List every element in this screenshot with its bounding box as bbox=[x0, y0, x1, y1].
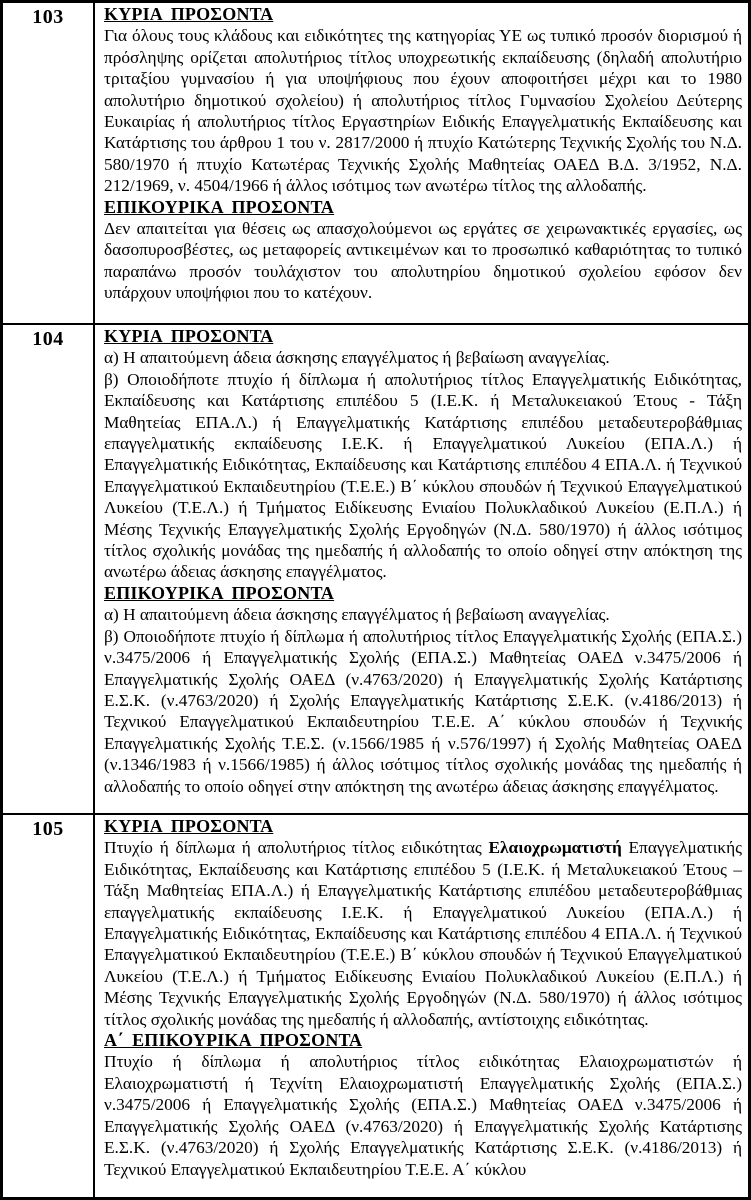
qualification-heading: ΚΥΡΙΑ ΠΡΟΣΟΝΤΑ bbox=[104, 816, 274, 836]
row-number: 103 bbox=[32, 6, 64, 28]
text-segment: Πτυχίο ή δίπλωμα ή απολυτήριος τίτλος ειδικότητας Ελαιοχρωματιστών ή Ελαιοχρωματιστή ή Τεχνίτη Ελαιοχρωματιστή Επαγγελματικής Σχολής (ΕΠΑ.Σ.) ν.3475/2006 ή Επαγγελματικής Σχολής (ΕΠΑ.Σ.) Μαθητείας ΟΑΕΔ ν.3475/2006 ή Επαγγελματικής Σχολής ΟΑΕΔ (ν.4763/2020) ή Επαγγελματικής Σχολής Κατάρτισης Ε.Σ.Κ. (ν.4763/2020) ή Σχολής Επαγγελματικής Κατάρτισης Σ.Ε.Κ. (ν.4186/2013) ή Τεχνικού Επαγγελματικού Εκπαιδευτηρίου Τ.Ε.Ε. Α΄ κύκλου bbox=[104, 1052, 742, 1179]
text-segment: β) Οποιοδήποτε πτυχίο ή δίπλωμα ή απολυτήριος τίτλος Επαγγελματικής Σχολής (ΕΠΑ.Σ.) ν.3475/2006 ή Επαγγελματικής Σχολής (ΕΠΑ.Σ.) Μαθητείας ΟΑΕΔ ν.3475/2006 ή Επαγγελματικής Σχολής ΟΑΕΔ (ν.4763/2020) ή Επαγγελματικής Σχολής Κατάρτισης Ε.Σ.Κ. (ν.4763/2020) ή Σχολής Επαγγελματικής Κατάρτισης Σ.Ε.Κ. (ν.4186/2013) ή Τεχνικού Επαγγελματικού Εκπαιδευτηρίου Τ.Ε.Ε. Α΄ κύκλου σπουδών ή Τεχνικής Επαγγελματικής Σχολής Τ.Ε.Σ. (ν.1566/1985 ή ν.576/1997) ή Σχολής Μαθητείας ΟΑΕΔ (ν.1346/1983 ή ν.1566/1985) ή άλλος ισότιμος τίτλος σχολικής μονάδας της ημεδαπής ή αλλοδαπής το οποίο οδηγεί στην απόκτηση της ανωτέρω άδειας άσκησης επαγγέλματος. bbox=[104, 626, 742, 796]
qualification-paragraph bbox=[104, 604, 742, 625]
table-row bbox=[3, 325, 748, 815]
text-segment: β) Οποιοδήποτε πτυχίο ή δίπλωμα ή απολυτήριος τίτλος Επαγγελματικής Ειδικότητας, Εκπαίδευσης και Κατάρτισης επιπέδου 5 (Ι.Ε.Κ. ή Μεταλυκειακού Έτους - Τάξη Μαθητείας ΕΠΑ.Λ.) ή Επαγγελματικής Κατάρτισης επιπέδου μεταδευτεροβάθμιας επαγγελματικής εκπαίδευσης Ι.Ε.Κ. ή Επαγγελματικού Λυκείου (ΕΠΑ.Λ.) ή Επαγγελματικής Ειδικότητας, Εκπαίδευσης και Κατάρτισης επιπέδου 4 ΕΠΑ.Λ. ή Τεχνικού Επαγγελματικού Εκπαιδευτηρίου (Τ.Ε.Ε.) Β΄ κύκλου σπουδών ή Τεχνικού Επαγγελματικού Λυκείου (Τ.Ε.Λ.) ή Τμήματος Ειδίκευσης Ενιαίου Πολυκλαδικού Λυκείου (Ε.Π.Λ.) ή Μέσης Τεχνικής Επαγγελματικής Σχολής Εργοδηγών (Ν.Δ. 580/1970) ή άλλος ισότιμος τίτλος σχολικής μονάδας της ημεδαπής ή αλλοδαπής το οποίο οδηγεί στην απόκτηση της ανωτέρω άδειας άσκησης επαγγέλματος. bbox=[104, 369, 742, 582]
qualification-paragraph bbox=[104, 218, 742, 304]
row-content-cell bbox=[95, 325, 748, 813]
row-number-cell bbox=[3, 325, 95, 813]
qualification-paragraph bbox=[104, 837, 742, 1030]
table-row bbox=[3, 815, 748, 1200]
qualification-heading: ΚΥΡΙΑ ΠΡΟΣΟΝΤΑ bbox=[104, 326, 274, 346]
row-number: 105 bbox=[32, 818, 64, 840]
qualification-heading: Α΄ ΕΠΙΚΟΥΡΙΚΑ ΠΡΟΣΟΝΤΑ bbox=[104, 1030, 363, 1051]
row-number: 104 bbox=[32, 328, 64, 350]
qualification-heading: ΕΠΙΚΟΥΡΙΚΑ ΠΡΟΣΟΝΤΑ bbox=[104, 196, 335, 217]
table-row bbox=[3, 3, 748, 325]
text-segment: Δεν απαιτείται για θέσεις ως απασχολούμενοι ως εργάτες σε χειρωνακτικές εργασίες, ως δασοπυροσβέστες, ως μεταφορείς αντικειμένων και το προσωπικό καθαριότητας το τυπικό παραπάνω προσόν τουλάχιστον του απολυτηρίου δημοτικού σχολείου εφόσον δεν υπάρχουν υποψήφιοι που το κατέχουν. bbox=[104, 219, 742, 303]
qualification-heading: ΕΠΙΚΟΥΡΙΚΑ ΠΡΟΣΟΝΤΑ bbox=[104, 582, 335, 603]
text-segment: Επαγγελματικής Ειδικότητας, Εκπαίδευσης και Κατάρτισης επιπέδου 5 (Ι.Ε.Κ. ή Μεταλυκειακού Έτους – Τάξη Μαθητείας ΕΠΑ.Λ.) ή Επαγγελματικής Κατάρτισης επιπέδου μεταδευτεροβάθμιας επαγγελματικής εκπαίδευσης Ι.Ε.Κ. ή Επαγγελματικού Λυκείου (ΕΠΑ.Λ.) ή Επαγγελματικής Ειδικότητας, Εκπαίδευσης και Κατάρτισης επιπέδου 4 ΕΠΑ.Λ. ή Τεχνικού Επαγγελματικού Εκπαιδευτηρίου (Τ.Ε.Ε.) Β΄ κύκλου σπουδών ή Τεχνικού Επαγγελματικού Λυκείου (Τ.Ε.Λ.) ή Τμήματος Ειδίκευσης Ενιαίου Πολυκλαδικού Λυκείου (Ε.Π.Λ.) ή Μέσης Τεχνικής Επαγγελματικής Σχολής Εργοδηγών (Ν.Δ. 580/1970) ή άλλος ισότιμος τίτλος σχολικής μονάδας της ημεδαπής ή αλλοδαπής, αντίστοιχης ειδικότητας. bbox=[104, 838, 742, 1029]
text-segment: α) Η απαιτούμενη άδεια άσκησης επαγγέλματος ή βεβαίωση αναγγελίας. bbox=[104, 605, 610, 625]
text-segment: Πτυχίο ή δίπλωμα ή απολυτήριος τίτλος ειδικότητας bbox=[104, 838, 489, 858]
row-number-cell bbox=[3, 815, 95, 1200]
row-number-cell bbox=[3, 3, 95, 323]
qualification-heading: ΚΥΡΙΑ ΠΡΟΣΟΝΤΑ bbox=[104, 4, 274, 24]
qualification-paragraph bbox=[104, 626, 742, 797]
text-segment: Ελαιοχρωματιστή bbox=[488, 838, 622, 858]
qualification-paragraph bbox=[104, 347, 742, 368]
row-content-cell bbox=[95, 815, 748, 1200]
text-segment: α) Η απαιτούμενη άδεια άσκησης επαγγέλματος ή βεβαίωση αναγγελίας. bbox=[104, 348, 610, 368]
text-segment: Για όλους τους κλάδους και ειδικότητες της κατηγορίας ΥΕ ως τυπικό προσόν διορισμού ή πρόσληψης ορίζεται απολυτήριος τίτλος υποχρεωτικής εκπαίδευσης (δηλαδή απολυτήριο τριταξίου γυμνασίου ή για υποψήφιους που έχουν αποφοιτήσει μέχρι και το 1980 απολυτήριο δημοτικού σχολείου) ή απολυτήριος τίτλος Γυμνασίου Σχολείου Δεύτερης Ευκαιρίας ή απολυτήριος τίτλος Εργαστηρίων Ειδικής Επαγγελματικής Εκπαίδευσης και Κατάρτισης του άρθρου 1 του ν. 2817/2000 ή πτυχίο Κατώτερης Τεχνικής Σχολής του Ν.Δ. 580/1970 ή πτυχίο Κατωτέρας Τεχνικής Σχολής Μαθητείας ΟΑΕΔ Β.Δ. 3/1952, Ν.Δ. 212/1969, ν. 4504/1966 ή άλλος ισότιμος των ανωτέρω τίτλος της αλλοδαπής. bbox=[104, 26, 742, 196]
qualification-paragraph bbox=[104, 1051, 742, 1179]
qualification-paragraph bbox=[104, 369, 742, 583]
row-content-cell bbox=[95, 3, 748, 323]
qualification-paragraph bbox=[104, 25, 742, 196]
